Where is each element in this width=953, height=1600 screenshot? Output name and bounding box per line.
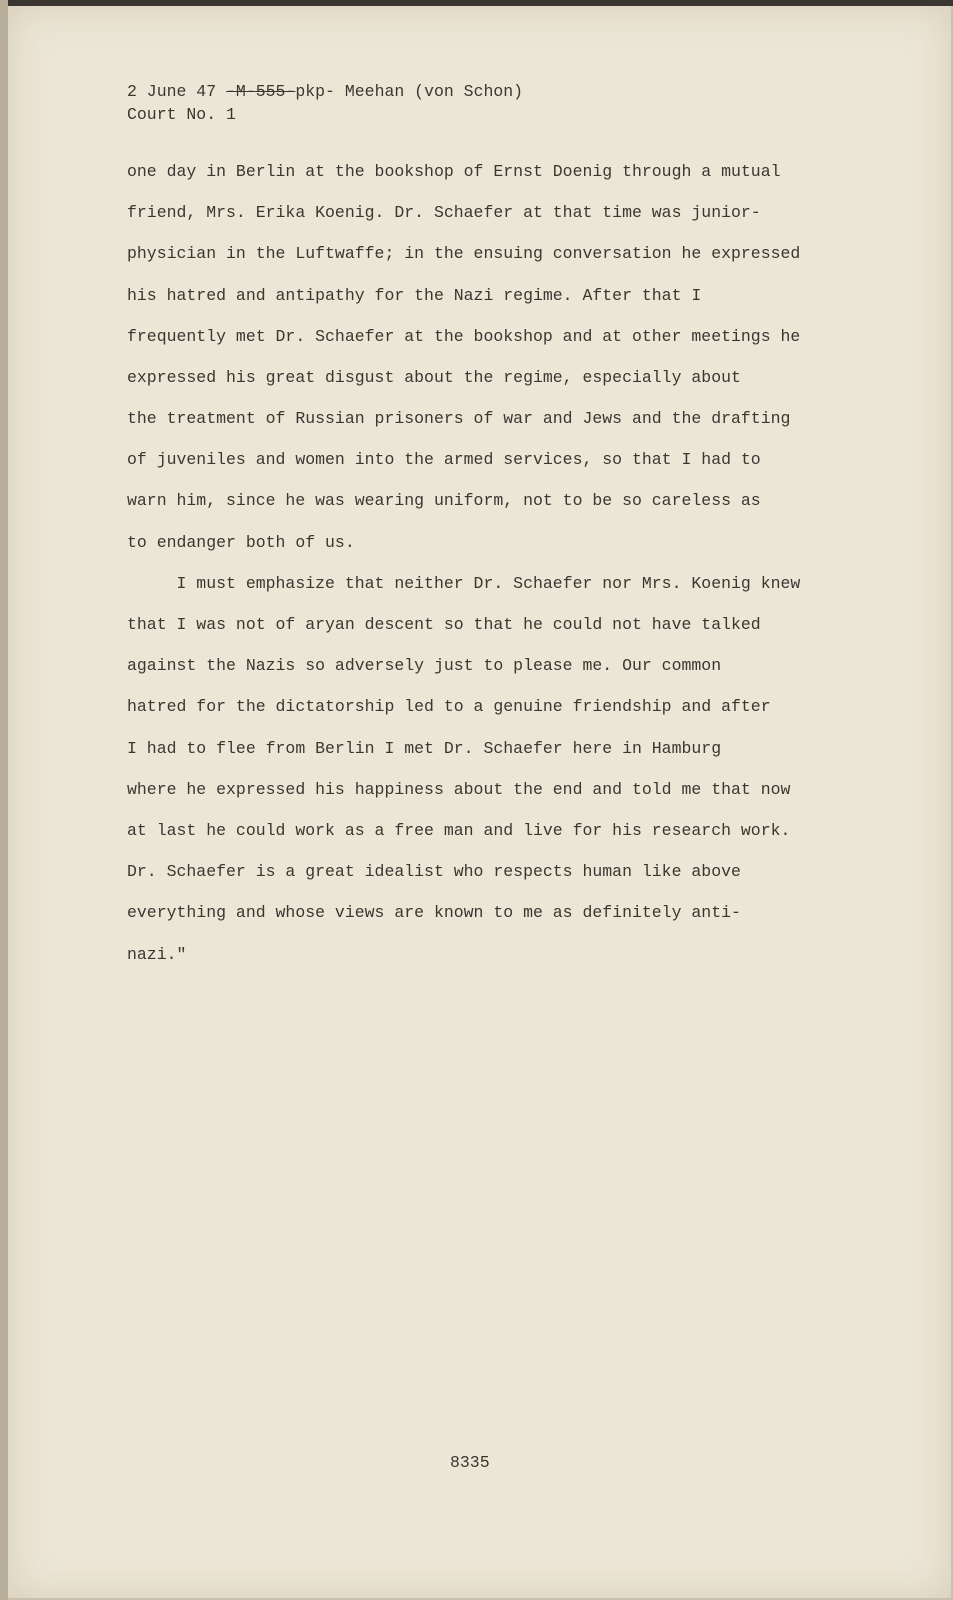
body-line: of juveniles and women into the armed services, so that I had to bbox=[127, 450, 761, 469]
body-line: the treatment of Russian prisoners of war and Jews and the drafting bbox=[127, 409, 791, 428]
body-line: that I was not of aryan descent so that he could not have talked bbox=[127, 615, 761, 634]
body-line: frequently met Dr. Schaefer at the bookshop and at other meetings he bbox=[127, 327, 801, 346]
body-line: where he expressed his happiness about the end and told me that now bbox=[127, 780, 791, 799]
body-line: Dr. Schaefer is a great idealist who respects human like above bbox=[127, 862, 741, 881]
body-line: nazi." bbox=[127, 945, 187, 964]
body-line: to endanger both of us. bbox=[127, 533, 355, 552]
body-line: warn him, since he was wearing uniform, not to be so careless as bbox=[127, 491, 761, 510]
body-line: everything and whose views are known to me as definitely anti- bbox=[127, 903, 741, 922]
body-line: friend, Mrs. Erika Koenig. Dr. Schaefer at that time was junior- bbox=[127, 203, 761, 222]
body-line: I must emphasize that neither Dr. Schaefer nor Mrs. Koenig knew bbox=[127, 574, 801, 593]
header-court: Court No. 1 bbox=[127, 105, 236, 124]
page-number: 8335 bbox=[450, 1453, 490, 1472]
body-line: his hatred and antipathy for the Nazi regime. After that I bbox=[127, 286, 702, 305]
body-line: at last he could work as a free man and live for his research work. bbox=[127, 821, 791, 840]
body-line: expressed his great disgust about the regime, especially about bbox=[127, 368, 741, 387]
body-line: hatred for the dictatorship led to a genuine friendship and after bbox=[127, 697, 771, 716]
header-names: Meehan (von Schon) bbox=[344, 82, 524, 101]
header-line bbox=[127, 80, 523, 103]
body-line: against the Nazis so adversely just to please me. Our common bbox=[127, 656, 722, 675]
body-line: one day in Berlin at the bookshop of Ernst Doenig through a mutual bbox=[127, 162, 781, 181]
body-line: physician in the Luftwaffe; in the ensuing conversation he expressed bbox=[127, 244, 801, 263]
body-line: I had to flee from Berlin I met Dr. Schaefer here in Hamburg bbox=[127, 739, 722, 758]
header-code-struck: -M-555- bbox=[226, 82, 296, 101]
header-date: 2 June 47 bbox=[127, 82, 217, 101]
header-code-tail: pkp- bbox=[295, 82, 335, 101]
